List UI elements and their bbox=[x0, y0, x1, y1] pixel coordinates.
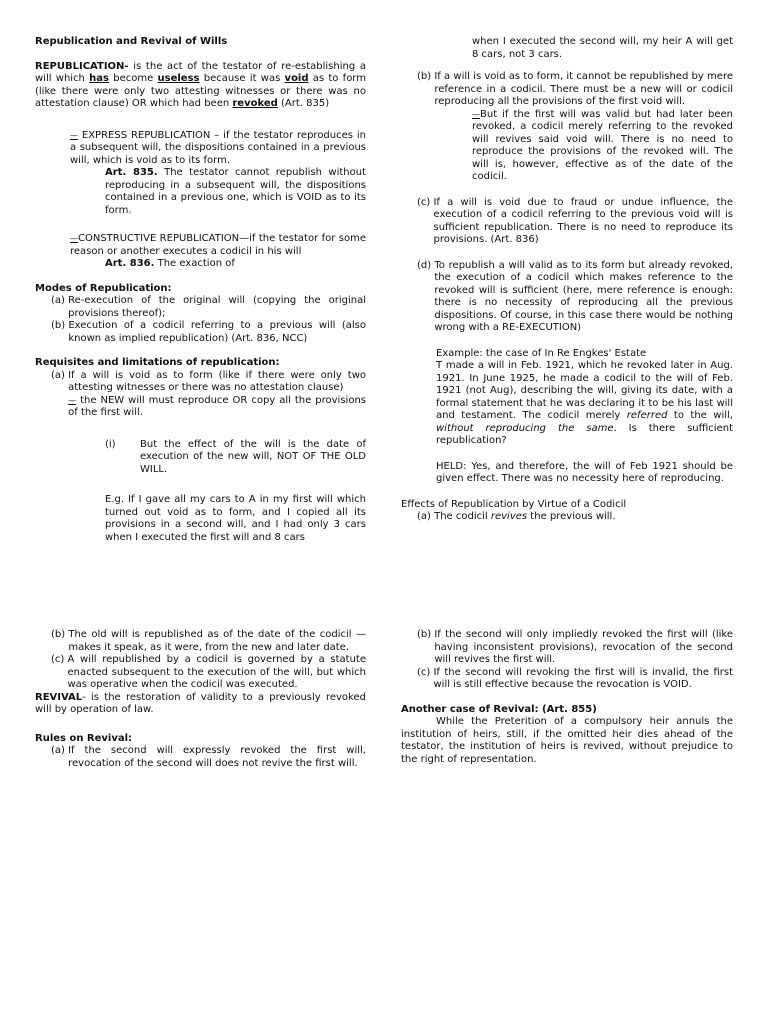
item-text: To republish a will valid as to its form but already revoked, the execution of a codicil which makes reference to the revoked will is sufficient (here, mere reference is enough: there is no necessity of reproducing all the previous dispositions. Of course, in this case there would be nothing wrong with a RE-EXECUTION) bbox=[434, 259, 733, 333]
item-text: If a will is void due to fraud or undue influence, the execution of a codicil referring to the previous void will is sufficient republication. There is no need to reproduce its provisions. (Art. 836) bbox=[433, 196, 733, 245]
item-label: (c) bbox=[51, 654, 68, 665]
requisites-item-d bbox=[417, 260, 733, 335]
item-label: (d) bbox=[417, 259, 435, 271]
example-text-1: T made a will in Feb. 1921, which he revoked later in Aug. 1921. In June 1925, he made a codicil to the will of Feb. 1921 (not Aug), describing the will, giving its date, with a formal statement that he was declaring it to be his last will and testament. The codicil merely bbox=[436, 360, 733, 421]
item-text: Re-execution of the original will (copying the original provisions thereof); bbox=[68, 295, 366, 319]
modes-item-a bbox=[51, 295, 366, 320]
effects-a-revives: revives bbox=[490, 511, 528, 522]
def-text-2: become bbox=[108, 73, 158, 84]
art-836 bbox=[105, 258, 366, 271]
constructive-republication bbox=[70, 233, 366, 258]
art-835 bbox=[105, 167, 366, 217]
art-835-label: Art. 835. bbox=[105, 167, 158, 178]
item-text: If the second will revoking the first will is invalid, the first will is still effective because the revocation is VOID. bbox=[433, 666, 733, 690]
effects-a-text-1: The codicil bbox=[434, 511, 491, 522]
def-text-5: (Art. 835) bbox=[277, 98, 330, 109]
item-label: (a) bbox=[51, 745, 69, 756]
def-void: void bbox=[284, 73, 309, 84]
effects-item-b bbox=[51, 629, 366, 654]
item-label: (i) bbox=[105, 438, 116, 450]
rules-heading: Rules on Revival: bbox=[35, 732, 133, 744]
modes-heading: Modes of Republication: bbox=[35, 282, 172, 294]
effects-heading: Effects of Republication by Virtue of a Codicil bbox=[401, 498, 627, 510]
example-referred: referred bbox=[626, 410, 668, 421]
republication-term: REPUBLICATION- bbox=[35, 60, 129, 72]
art-836-label: Art. 836. bbox=[105, 258, 155, 269]
requisites-item-i bbox=[105, 439, 366, 477]
example-text-2: to the will, bbox=[667, 410, 733, 421]
document-title: Republication and Revival of Wills bbox=[35, 36, 228, 47]
item-text: A will republished by a codicil is governed by a statute enacted subsequent to the execution of the will, but which was operative when the codicil was executed. bbox=[67, 654, 366, 690]
requisites-a-text-2: the NEW will must reproduce OR copy all the provisions of the first will. bbox=[68, 394, 366, 418]
requisites-item-b-sub bbox=[472, 109, 733, 184]
item-label: (b) bbox=[417, 629, 435, 640]
requisites-heading: Requisites and limitations of republication: bbox=[35, 357, 280, 368]
requisites-item-b bbox=[417, 71, 733, 109]
item-label: (c) bbox=[417, 196, 434, 208]
express-republication bbox=[70, 130, 366, 168]
effects-item-c bbox=[51, 654, 366, 692]
example-cars: E.g. If I gave all my cars to A in my first will which turned out void as to form, and I copied all its provisions in a second will, and I had only 3 cars when I executed the first will and 8 cars bbox=[105, 494, 366, 543]
held: HELD: Yes, and therefore, the will of Feb 1921 should be given effect. There was no necessity here of reproducing. bbox=[436, 460, 733, 484]
another-revival-text: While the Preterition of a compulsory heir annuls the institution of heirs, still, if the omitted heir dies ahead of the testator, the institution of heirs is revived, without prejudice to the right of representation. bbox=[401, 716, 733, 765]
item-text bbox=[434, 511, 733, 524]
effects-a-text-2: the previous will. bbox=[527, 511, 616, 522]
column-3 bbox=[35, 629, 366, 770]
item-label: (a) bbox=[51, 295, 69, 306]
bullet-marker: — bbox=[68, 395, 77, 405]
column-2 bbox=[401, 36, 733, 524]
item-label: (a) bbox=[51, 369, 69, 381]
another-revival-heading: Another case of Revival: (Art. 855) bbox=[401, 703, 597, 715]
item-text: If a will is void as to form, it cannot be republished by mere reference in a codicil. There must be a new will or codicil reproducing all the provisions of the first void will. bbox=[434, 71, 733, 107]
def-has: has bbox=[89, 73, 109, 84]
modes-item-b bbox=[51, 320, 366, 345]
b-sub-text: But if the first will was valid but had later been revoked, a codicil merely referring to the revoked will revives said void will. There is no need to reproduce the provisions of the revoked will. The will is, however, effective as of the date of the codicil. bbox=[472, 108, 733, 182]
cars-continuation: when I executed the second will, my heir A will get 8 cars, not 3 cars. bbox=[472, 36, 733, 60]
item-label: (b) bbox=[51, 320, 69, 331]
column-4 bbox=[401, 629, 733, 766]
requisites-item-a bbox=[51, 370, 366, 420]
rules-item-b bbox=[417, 629, 733, 667]
item-text bbox=[68, 370, 366, 420]
column-1 bbox=[35, 36, 366, 544]
revival-text: - is the restoration of validity to a previously revoked will by operation of law. bbox=[35, 691, 366, 715]
item-text: But the effect of the will is the date of execution of the new will, NOT OF THE OLD WILL. bbox=[140, 438, 366, 475]
bullet-marker: — bbox=[70, 234, 78, 243]
express-text: EXPRESS REPUBLICATION – if the testator reproduces in a subsequent will, the dispositions contained in a previous will, which is void as to its form. bbox=[70, 129, 366, 166]
def-text-3: because it was bbox=[199, 73, 285, 84]
art-835-text: The testator cannot republish without reproducing in a subsequent will, the dispositions contained in a previous one, which is VOID as to its form. bbox=[105, 167, 366, 216]
requisites-a-text: If a will is void as to form (like if there were only two attesting witnesses or there was no attestation clause) bbox=[68, 369, 366, 393]
rules-item-c bbox=[417, 667, 733, 692]
def-text-4: as to form (like there were only two attesting witnesses or there was no attestation clause) OR which had been bbox=[35, 73, 366, 109]
item-label: (c) bbox=[417, 666, 434, 678]
rules-item-a bbox=[51, 745, 366, 770]
item-text: The old will is republished as of the date of the codicil —makes it speak, as it were, from the new and later date. bbox=[68, 629, 366, 653]
republication-definition bbox=[35, 61, 366, 111]
example-without: without reproducing the same bbox=[436, 422, 614, 434]
art-836-text: The exaction of bbox=[154, 258, 235, 269]
item-text: If the second will expressly revoked the first will, revocation of the second will does not revive the first will. bbox=[68, 745, 366, 769]
example-text-3: . Is there sufficient republication? bbox=[436, 422, 733, 446]
item-label: (a) bbox=[417, 511, 435, 522]
item-label: (b) bbox=[51, 629, 69, 640]
revival-term: REVIVAL bbox=[35, 691, 83, 703]
def-useless: useless bbox=[157, 73, 200, 84]
requisites-item-c bbox=[417, 197, 733, 247]
example-facts bbox=[436, 360, 733, 448]
constructive-text: CONSTRUCTIVE REPUBLICATION—if the testator for some reason or another executes a codicil in his will bbox=[70, 233, 366, 257]
effects-item-a bbox=[417, 511, 733, 524]
bullet-marker: — bbox=[70, 130, 78, 140]
def-revoked: revoked bbox=[232, 98, 278, 109]
revival-definition bbox=[35, 692, 366, 717]
bullet-marker: — bbox=[472, 109, 480, 119]
example-title: Example: the case of In Re Engkes' Estate bbox=[436, 347, 647, 359]
item-text: Execution of a codicil referring to a previous will (also known as implied republication) (Art. 836, NCC) bbox=[68, 320, 366, 344]
item-label: (b) bbox=[417, 71, 435, 82]
item-text: If the second will only impliedly revoked the first will (like having inconsistent provisions), revocation of the second will revives the first will. bbox=[434, 629, 733, 665]
def-text-1: is the act of the testator of re-establishing a will which bbox=[35, 60, 366, 84]
